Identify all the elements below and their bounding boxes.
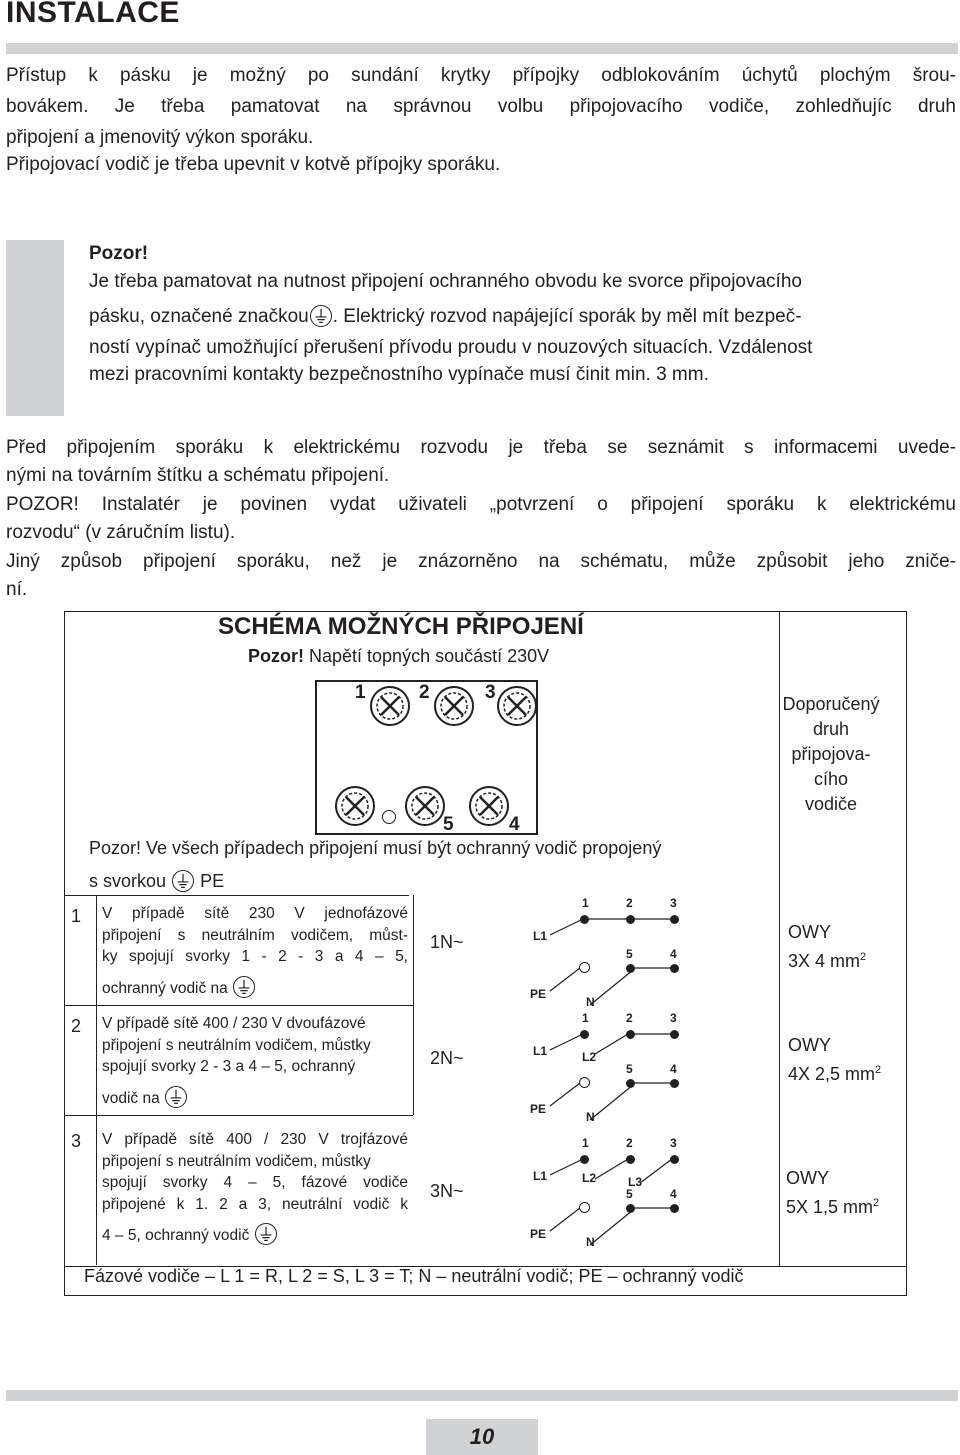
row-3-wiring-diagram — [520, 1135, 700, 1255]
screw-icon-5 — [405, 786, 445, 826]
row-2-diagram-num-4: 4 — [670, 1062, 677, 1076]
row-3-cable-type: OWY — [786, 1168, 829, 1188]
row-2-node-4 — [670, 1079, 679, 1088]
warning-line-1: Je třeba pamatovat na nutnost připojení ochranného obvodu ke svorce připojovacího — [89, 271, 802, 292]
row-3-line-5-text: 4 – 5, ochranný vodič — [102, 1227, 250, 1244]
row-3-line-2: připojení s neutrálním vodičem, můstky — [102, 1152, 371, 1170]
row-2-cable-sup: 2 — [875, 1064, 882, 1076]
warning-line-2 — [89, 301, 959, 332]
row-3-label-l1: L1 — [533, 1169, 548, 1183]
terminal-label-2: 2 — [419, 682, 430, 703]
screw-icon-pe — [335, 786, 375, 826]
row-3-line-3: spojují svorky 4 – 5, fázové vodiče — [102, 1174, 408, 1191]
row-3-description — [102, 1129, 408, 1247]
schema-subtitle-bold: Pozor! — [248, 646, 304, 666]
terminal-label-1: 1 — [355, 682, 366, 703]
intro-line-1: Přístup k pásku je možný po sundání krytky přípojky odblokováním úchytů plochým šrou- — [6, 65, 956, 86]
recommended-cable-header — [780, 692, 882, 817]
row-1-cable-type: OWY — [788, 922, 831, 942]
screw-icon-2 — [434, 686, 474, 726]
row-3-ground-node — [579, 1202, 590, 1213]
body-line-2: nými na továrním štítku a schématu připojení. — [6, 465, 390, 486]
row-1-wiring-diagram — [520, 895, 700, 1015]
recommended-line-1: Doporučený — [782, 694, 880, 714]
row-2-description — [102, 1013, 408, 1109]
row-3-cable — [786, 1166, 879, 1220]
ground-icon — [255, 1223, 277, 1245]
row-3-network-type: 3N~ — [430, 1181, 464, 1201]
row-2-diagram-num-1: 1 — [582, 1011, 589, 1025]
row-1-node-1 — [580, 915, 589, 924]
footer-divider-bar — [6, 1390, 958, 1401]
row-3-node-4 — [670, 1204, 679, 1213]
row-3-line-1: V případě sítě 400 / 230 V trojfázové — [102, 1131, 408, 1148]
body-line-5: Jiný způsob připojení sporáku, než je znázorněno na schématu, může způsobit jeho zniče- — [6, 551, 956, 572]
body-line-1: Před připojením sporáku k elektrickému rozvodu je třeba se seznámit s informacemi uvede- — [6, 437, 956, 458]
terminal-label-3: 3 — [485, 682, 496, 703]
warning-line-2-end: . Elektrický rozvod napájející sporák by měl mít bezpeč- — [332, 306, 802, 327]
row-1-cable-size: 3X 4 mm — [788, 951, 861, 971]
row-1-cable-size-wrap — [788, 945, 866, 974]
terminal-label-4: 4 — [509, 814, 520, 835]
terminal-ground-icon — [382, 810, 396, 824]
row-1-text-divider — [413, 895, 414, 1005]
row-separator-1 — [64, 1005, 413, 1006]
row-2-network-type: 2N~ — [430, 1048, 464, 1068]
intro-line-4: Připojovací vodič je třeba upevnit v kotvě přípojky sporáku. — [6, 154, 501, 175]
row-1-node-4 — [670, 964, 679, 973]
row-3-node-3 — [670, 1155, 679, 1164]
row-2-cable — [788, 1033, 881, 1087]
row-number-divider — [96, 895, 97, 1265]
row-3-label-pe: PE — [530, 1227, 547, 1241]
row-2-wiring-diagram — [520, 1010, 700, 1130]
row-1-label-n: N — [586, 995, 595, 1009]
row-1-line-3: ky spojují svorky 1 - 2 - 3 a 4 – 5, — [102, 948, 408, 965]
row-3-cable-sup: 2 — [873, 1197, 880, 1209]
row-3-line-4: připojené k 1. 2 a 3, neutrální vodič k — [102, 1195, 408, 1213]
row-2-line-2: připojení s neutrálním vodičem, můstky — [102, 1036, 371, 1054]
recommended-line-4: cího — [813, 769, 849, 789]
row-1-ground-node — [579, 962, 590, 973]
row-2-label-pe: PE — [530, 1102, 547, 1116]
row-2-line-4-text: vodič na — [102, 1089, 160, 1107]
row-1-line-2: připojení s neutrálním vodičem, můst- — [102, 926, 408, 944]
header-divider-bar — [6, 43, 958, 54]
row-2-node-5 — [626, 1079, 635, 1088]
row-2-cable-size: 4X 2,5 mm — [788, 1064, 876, 1084]
row-separator-0 — [64, 895, 409, 896]
page-number: 10 — [469, 1424, 495, 1449]
row-1-cable-sup: 2 — [860, 951, 867, 963]
ground-icon — [165, 1086, 187, 1108]
page-title: INSTALACE — [6, 0, 180, 29]
row-2-line-1: V případě sítě 400 / 230 V dvoufázové — [102, 1015, 366, 1032]
row-1-node-2 — [626, 915, 635, 924]
row-1-description — [102, 903, 408, 999]
row-2-line-4 — [102, 1086, 408, 1110]
row-1-node-3 — [670, 915, 679, 924]
schema-note-line-2 — [89, 870, 224, 892]
row-2-diagram-num-3: 3 — [670, 1011, 677, 1025]
warning-line-4: mezi pracovními kontakty bezpečnostního vypínače musí činit min. 3 mm. — [89, 364, 709, 385]
row-3-label-l3: L3 — [628, 1175, 643, 1189]
row-3-diagram-num-4: 4 — [670, 1187, 677, 1201]
screw-icon-3 — [497, 686, 537, 726]
schema-note-line-1: Pozor! Ve všech případech připojení musí být ochranný vodič propojený — [89, 838, 662, 858]
row-1-cable — [788, 920, 866, 974]
warning-line-3: ností vypínač umožňující přerušení přívodu proudu v nouzových situacích. Vzdálenost — [89, 337, 813, 358]
screw-icon-4 — [469, 786, 509, 826]
row-2-cable-size-wrap — [788, 1058, 881, 1087]
row-1-node-5 — [626, 964, 635, 973]
row-1-diagram-num-4: 4 — [670, 947, 677, 961]
row-3-cable-size: 5X 1,5 mm — [786, 1197, 874, 1217]
row-1-diagram-num-1: 1 — [582, 896, 589, 910]
body-line-6: ní. — [6, 579, 28, 600]
body-line-4: rozvodu“ (v záručním listu). — [6, 522, 236, 543]
row-1-line-4-text: ochranný vodič na — [102, 979, 228, 997]
row-3-number: 3 — [71, 1131, 82, 1151]
row-1-diagram-num-5: 5 — [626, 947, 633, 961]
row-3-line-5 — [102, 1223, 408, 1247]
row-2-node-1 — [580, 1030, 589, 1039]
screw-icon-1 — [370, 686, 410, 726]
row-1-number: 1 — [71, 906, 82, 926]
row-1-diagram-num-3: 3 — [670, 896, 677, 910]
row-2-label-l2: L2 — [582, 1050, 597, 1064]
row-3-diagram-num-5: 5 — [626, 1187, 633, 1201]
schema-subtitle-text: Napětí topných součástí 230V — [304, 646, 550, 666]
recommended-line-2: druh — [812, 719, 850, 739]
row-2-node-2 — [626, 1030, 635, 1039]
ground-icon — [310, 305, 332, 327]
row-3-cable-size-wrap — [786, 1191, 879, 1220]
row-2-diagram-num-5: 5 — [626, 1062, 633, 1076]
terminal-label-5: 5 — [443, 814, 454, 835]
row-2-text-divider — [413, 1005, 414, 1115]
row-2-diagram-num-2: 2 — [626, 1011, 633, 1025]
intro-line-3: připojení a jmenovitý výkon sporáku. — [6, 127, 314, 148]
schema-note-text: s svorkou — [89, 871, 167, 891]
warning-line-2-start: pásku, označené značkou — [89, 306, 309, 327]
terminal-block — [315, 680, 538, 835]
row-2-label-n: N — [586, 1110, 595, 1124]
row-1-diagram-num-2: 2 — [626, 896, 633, 910]
schema-subtitle — [248, 646, 549, 667]
schema-note-pe: PE — [200, 871, 225, 891]
row-3-label-n: N — [586, 1235, 595, 1249]
row-3-node-2 — [626, 1155, 635, 1164]
row-2-line-3: spojují svorky 2 - 3 a 4 – 5, ochranný — [102, 1058, 356, 1075]
row-1-line-4 — [102, 976, 408, 1000]
ground-icon — [172, 870, 194, 892]
row-1-network-type: 1N~ — [430, 932, 464, 952]
row-3-node-1 — [580, 1155, 589, 1164]
schema-title: SCHÉMA MOŽNÝCH PŘIPOJENÍ — [218, 613, 584, 640]
row-1-label-pe: PE — [530, 987, 547, 1001]
row-3-label-l2: L2 — [582, 1171, 597, 1185]
row-1-line-1: V případě sítě 230 V jednofázové — [102, 905, 408, 922]
recommended-line-5: vodiče — [804, 794, 858, 814]
row-3-node-5 — [626, 1204, 635, 1213]
row-2-ground-node — [579, 1077, 590, 1088]
body-line-3: POZOR! Instalatér je povinen vydat uživateli „potvrzení o připojení sporáku k elektrickému — [6, 494, 956, 515]
row-3-diagram-num-1: 1 — [582, 1136, 589, 1150]
row-2-number: 2 — [71, 1016, 82, 1036]
row-2-node-3 — [670, 1030, 679, 1039]
row-1-label-l1: L1 — [533, 929, 548, 943]
row-2-cable-type: OWY — [788, 1035, 831, 1055]
schema-footnote: Fázové vodiče – L 1 = R, L 2 = S, L 3 = T; N – neutrální vodič; PE – ochranný vodič — [84, 1266, 744, 1286]
row-2-label-l1: L1 — [533, 1044, 548, 1058]
row-separator-2 — [64, 1115, 413, 1116]
warning-sidebar-bar — [6, 240, 64, 416]
ground-icon — [233, 976, 255, 998]
intro-line-2: bovákem. Je třeba pamatovat na správnou volbu připojovacího vodiče, zohledňujíc druh — [6, 96, 956, 117]
row-3-diagram-num-2: 2 — [626, 1136, 633, 1150]
warning-heading: Pozor! — [89, 243, 149, 264]
recommended-line-3: připojova- — [791, 744, 871, 764]
row-3-diagram-num-3: 3 — [670, 1136, 677, 1150]
